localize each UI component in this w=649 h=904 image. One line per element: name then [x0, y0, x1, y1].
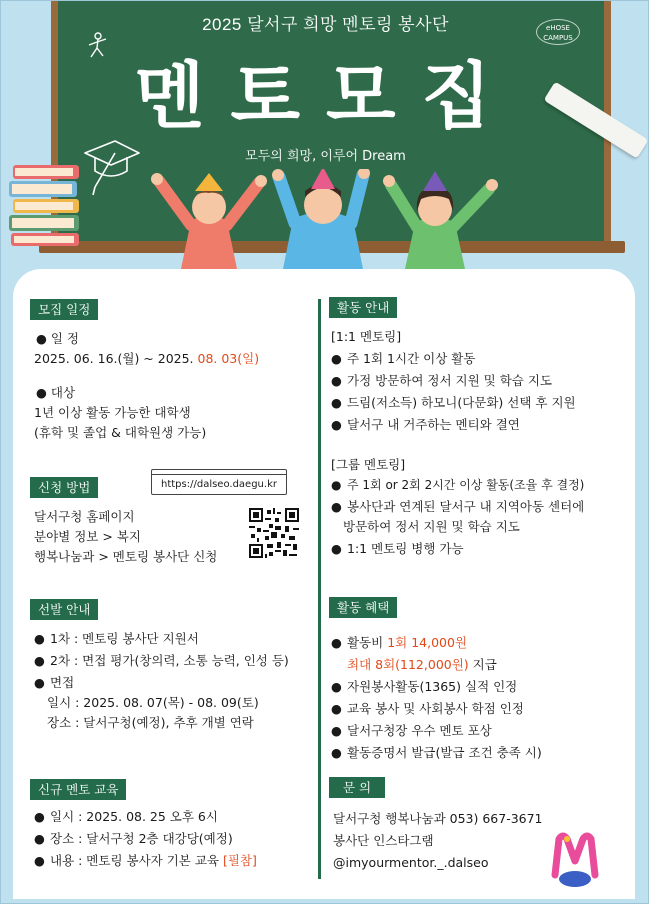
- fee-rate: 1회 14,000원: [387, 635, 468, 650]
- interview-place: 장소 : 달서구청(예정), 추후 개별 연락: [47, 715, 254, 730]
- group-item-1: ● 주 1회 or 2회 2시간 이상 활동(조율 후 결정): [331, 478, 585, 492]
- one-on-one-item-1: ● 주 1회 1시간 이상 활동: [331, 351, 476, 366]
- column-divider: [318, 299, 321, 879]
- one-on-one-item-2: ● 가정 방문하여 정서 지원 및 학습 지도: [331, 373, 552, 388]
- contact-instagram-handle[interactable]: @imyourmentor._.dalseo: [333, 855, 489, 870]
- contact-label: 문 의: [329, 777, 385, 798]
- selection-item-3: ● 면접: [34, 675, 75, 690]
- main-title: 멘토모집: [134, 54, 518, 138]
- contact-phone: 달서구청 행복나눔과 053) 667-3671: [333, 811, 543, 826]
- target-line-1: 1년 이상 활동 가능한 대학생: [34, 405, 191, 420]
- benefit-item-3: ● 달서구청장 우수 멘토 포상: [331, 723, 492, 738]
- campus-logo: eHOSE CAMPUS: [536, 19, 580, 45]
- url-browser-box: [151, 469, 287, 495]
- selection-item-2: ● 2차 : 면접 평가(창의력, 소통 능력, 인성 등): [34, 653, 289, 668]
- benefit-item-1: ● 자원봉사활동(1365) 실적 인정: [331, 679, 518, 694]
- target-heading: ● 대상: [36, 385, 76, 400]
- group-item-2: ● 봉사단과 연계된 달서구 내 지역아동 센터에: [331, 499, 585, 514]
- browser-bar: [152, 469, 286, 475]
- benefits-label: 활동 혜택: [329, 597, 397, 618]
- group-heading: [그룹 멘토링]: [331, 457, 406, 472]
- dancing-figure-icon: [85, 31, 111, 59]
- benefit-item-2: ● 교육 봉사 및 사회봉사 학점 인정: [331, 701, 524, 716]
- subtitle: 모두의 희망, 이루어 Dream: [245, 149, 406, 164]
- group-item-3: ● 1:1 멘토링 병행 가능: [331, 541, 464, 556]
- mentoring-logo-icon: [549, 831, 601, 889]
- one-on-one-item-4: ● 달서구 내 거주하는 멘티와 결연: [331, 417, 520, 432]
- training-item-3: ● 내용 : 멘토링 봉사자 기본 교육 [필참]: [34, 853, 257, 868]
- contact-instagram-label: 봉사단 인스타그램: [333, 833, 434, 848]
- training-item-2: ● 장소 : 달서구청 2층 대강당(예정): [34, 831, 233, 846]
- benefit-fee-max: 최대 8회(112,000원) 지급: [347, 657, 497, 672]
- schedule-deadline: 08. 03(일): [197, 351, 260, 366]
- schedule-period: 2025. 06. 16.(월) ~ 2025. 08. 03(일): [34, 351, 260, 366]
- schedule-period-heading: ● 일 정: [36, 331, 80, 346]
- selection-item-1: ● 1차 : 멘토링 봉사단 지원서: [34, 631, 199, 646]
- benefit-fee: ● 활동비 1회 14,000원: [331, 635, 468, 650]
- qr-code-icon[interactable]: [249, 507, 299, 559]
- training-label: 신규 멘토 교육: [30, 779, 126, 800]
- apply-line-2: 분야별 정보 > 복지: [34, 529, 141, 544]
- benefit-item-4: ● 활동증명서 발급(발급 조건 충족 시): [331, 745, 542, 760]
- cheering-kids-illustration: [151, 169, 511, 269]
- apply-line-3: 행복나눔과 > 멘토링 봉사단 신청: [34, 549, 218, 564]
- group-item-2-cont: 방문하여 정서 지원 및 학습 지도: [343, 519, 520, 534]
- training-item-1: ● 일시 : 2025. 08. 25 오후 6시: [34, 809, 218, 824]
- event-title: 2025 달서구 희망 멘토링 봉사단: [202, 15, 449, 34]
- selection-label: 선발 안내: [30, 599, 98, 620]
- apply-label: 신청 방법: [30, 477, 98, 498]
- apply-url[interactable]: https://dalseo.daegu.kr: [161, 479, 277, 490]
- required-badge: [필참]: [222, 853, 257, 868]
- apply-line-1: 달서구청 홈페이지: [34, 509, 135, 524]
- one-on-one-item-3: ● 드림(저소득) 하모니(다문화) 선택 후 지원: [331, 395, 576, 410]
- one-on-one-heading: [1:1 멘토링]: [331, 329, 402, 344]
- schedule-label: 모집 일정: [30, 299, 98, 320]
- interview-date: 일시 : 2025. 08. 07(목) - 08. 09(토): [47, 695, 259, 710]
- books-icon: [9, 161, 81, 247]
- target-line-2: (휴학 및 졸업 & 대학원생 가능): [34, 425, 207, 440]
- activity-label: 활동 안내: [329, 297, 397, 318]
